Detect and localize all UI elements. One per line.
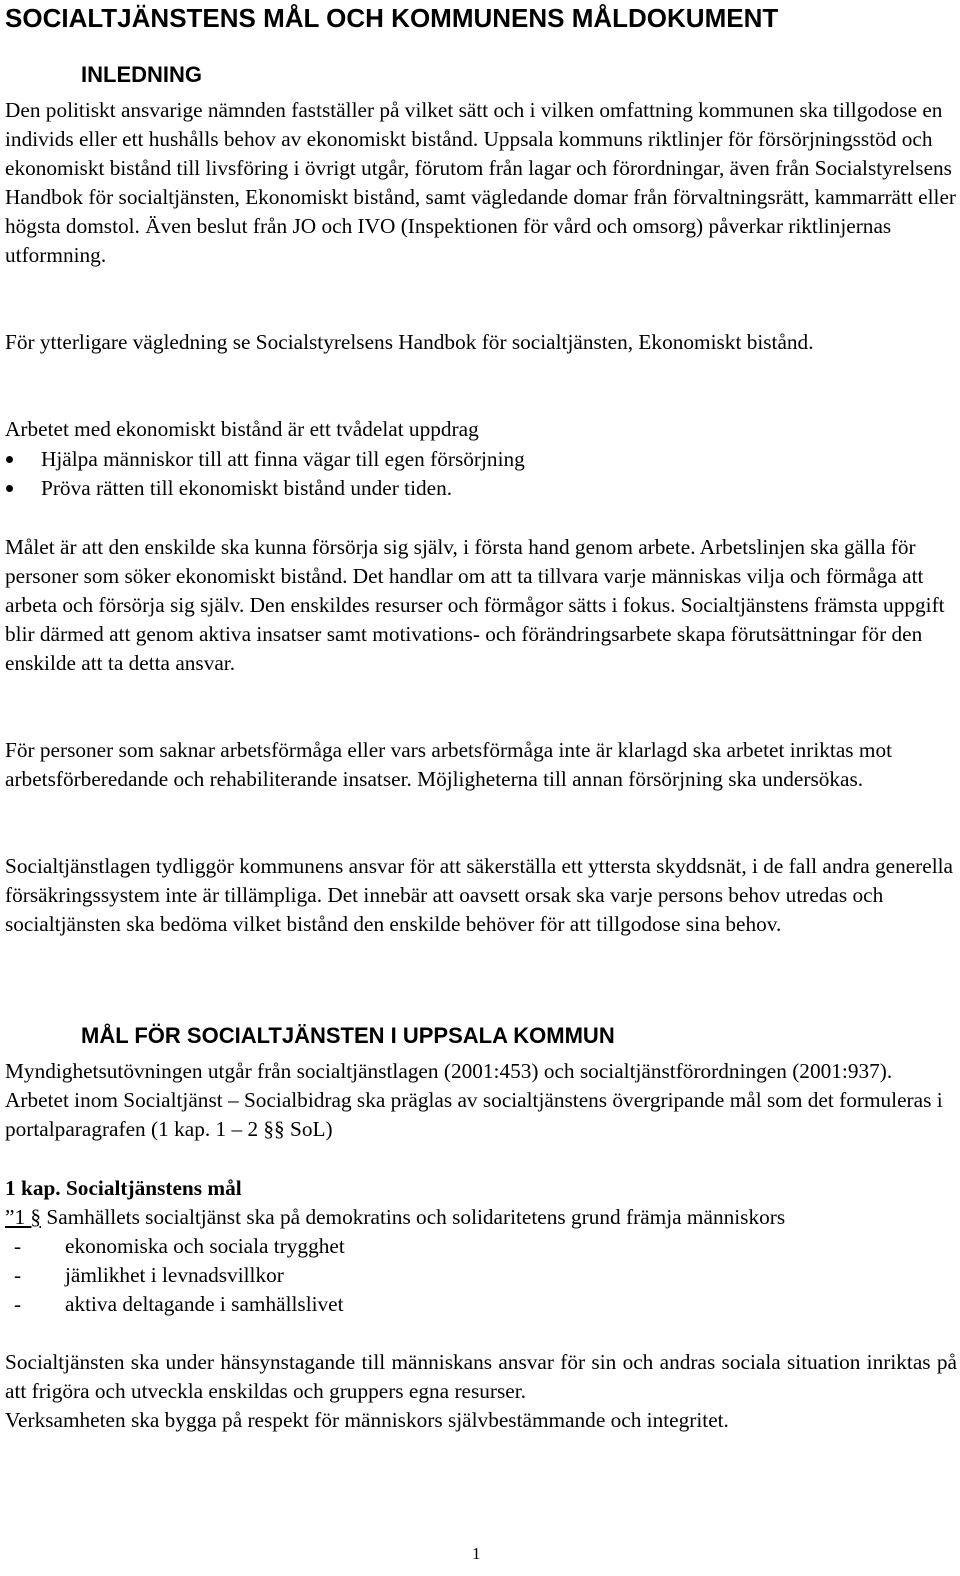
work-capacity-paragraph: För personer som saknar arbetsförmåga eller vars arbetsförmåga inte är klarlagd ska arbetet inriktas mot arbetsförberedande och rehabiliterande insatser. Möjligheterna till annan försörjning ska undersökas. xyxy=(5,738,893,791)
dash-marker: - xyxy=(14,1263,22,1287)
social-services-act-paragraph: Socialtjänstlagen tydliggör kommunens ansvar för att säkerställa ett yttersta skyddsnät, i de fall andra generella försäkringssystem inte är tillämpliga. Det innebär att oavsett orsak ska varje persons behov utredas och socialtjänsten ska bedöma vilket bistånd den enskilde behöver för att tillgodose sina behov. xyxy=(5,854,954,936)
list-item xyxy=(5,474,957,503)
section-heading-mal: MÅL FÖR SOCIALTJÄNSTEN I UPPSALA KOMMUN xyxy=(81,1023,615,1048)
bullet-icon xyxy=(6,485,13,492)
closing-text-a: Socialtjänsten ska under hänsynstagande till människans ansvar för sin och andras sociala situation inriktas på att frigöra och utveckla enskildas och gruppers egna resurser. xyxy=(5,1350,957,1403)
page-number: 1 xyxy=(472,1544,481,1563)
dash-marker: - xyxy=(14,1292,22,1316)
section-mark: ”1 § xyxy=(5,1205,42,1229)
list-item-text: jämlikhet i levnadsvillkor xyxy=(65,1263,284,1287)
list-item xyxy=(5,1232,957,1261)
list-item-text: Pröva rätten till ekonomiskt bistånd under tiden. xyxy=(41,476,453,500)
section-heading-inledning: INLEDNING xyxy=(81,62,202,87)
list-item xyxy=(5,1290,957,1319)
task-intro-paragraph: Arbetet med ekonomiskt bistånd är ett tvådelat uppdrag xyxy=(5,417,479,441)
intro-paragraph xyxy=(5,96,957,270)
page-title: SOCIALTJÄNSTENS MÅL OCH KOMMUNENS MÅLDOKUMENT xyxy=(5,3,779,33)
task-bullet-list xyxy=(5,445,957,503)
closing-paragraph xyxy=(5,1348,957,1406)
intro-text-c: Även beslut från JO och IVO (Inspektionen för vård och omsorg) påverkar riktlinjernas utformning. xyxy=(5,214,892,267)
authority-paragraph: Myndighetsutövningen utgår från socialtjänstlagen (2001:453) och socialtjänstförordningen (2001:937). Arbetet inom Socialtjänst – Socialbidrag ska präglas av socialtjänstens övergripande mål som det formuleras i portalparagrafen (1 kap. 1 – 2 §§ SoL) xyxy=(5,1059,943,1141)
goal-paragraph: Målet är att den enskilde ska kunna försörja sig själv, i första hand genom arbete. Arbetslinjen ska gälla för personer som söker ekonomiskt bistånd. Det handlar om att ta tillvara varje människas vilja och förmåga att arbeta och försörja sig själv. Den enskildes resurser och förmågor sätts i fokus. Socialtjänstens främsta uppgift blir därmed att genom aktiva insatser samt motivations- och förändringsarbete skapa förutsättningar för den enskilde att ta detta ansvar. xyxy=(5,535,945,675)
list-item-text: Hjälpa människor till att finna vägar till egen försörjning xyxy=(41,447,525,471)
list-item-text: ekonomiska och sociala trygghet xyxy=(65,1234,345,1258)
list-item xyxy=(5,1261,957,1290)
intro-text-b: Uppsala kommuns riktlinjer för försörjningsstöd och ekonomiskt bistånd till livsföring i övrigt utgår, förutom från lagar och förordningar, även från Socialstyrelsens Handbok för socialtjänsten, Ekonomiskt bistånd, samt vägledande domar från förvaltningsrätt, kammarrätt eller högsta domstol. xyxy=(5,127,956,238)
dash-list xyxy=(5,1232,957,1319)
bullet-icon xyxy=(6,456,13,463)
quote-text: Samhällets socialtjänst ska på demokratins och solidaritetens grund främja människors xyxy=(41,1205,786,1229)
list-item-text: aktiva deltagande i samhällslivet xyxy=(65,1292,344,1316)
dash-marker: - xyxy=(14,1234,22,1258)
closing-text-b: Verksamheten ska bygga på respekt för människors självbestämmande och integritet. xyxy=(5,1408,729,1432)
guidance-paragraph: För ytterligare vägledning se Socialstyrelsens Handbok för socialtjänsten, Ekonomiskt bistånd. xyxy=(5,330,814,354)
list-item xyxy=(5,445,957,474)
chapter-heading: 1 kap. Socialtjänstens mål xyxy=(5,1176,242,1200)
intro-text-a: Den politiskt ansvarige nämnden fastställer på vilket sätt och i vilken omfattning kommunen ska tillgodose en individs eller ett hushålls behov av ekonomiskt bistånd. xyxy=(5,98,943,151)
quote-paragraph xyxy=(5,1203,957,1232)
